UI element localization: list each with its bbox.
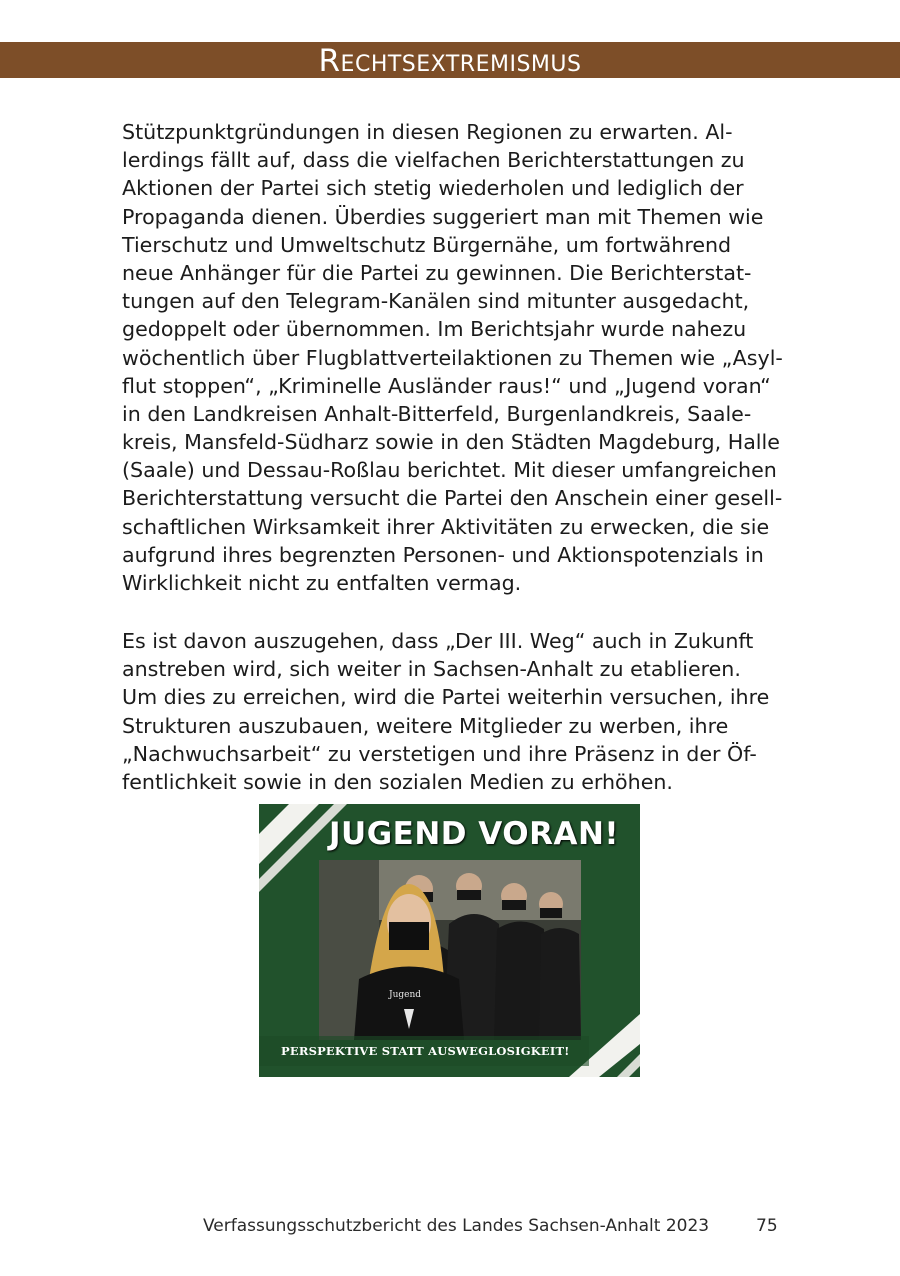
text-line: Strukturen auszubauen, weitere Mitglieder zu werben, ihre [122, 713, 729, 738]
text-line: Propaganda dienen. Überdies suggeriert man mit Themen wie [122, 204, 764, 229]
propaganda-image [259, 804, 640, 1077]
text-line: neue Anhänger für die Partei zu gewinnen. Die Berichterstat- [122, 260, 752, 285]
text-line: tungen auf den Telegram-Kanälen sind mitunter ausgedacht, [122, 289, 750, 314]
text-line: Um dies zu erreichen, wird die Partei weiterhin versuchen, ihre [122, 685, 770, 710]
text-line: flut stoppen“, „Kriminelle Ausländer raus!“ und „Jugend voran“ [122, 373, 771, 398]
paragraph-1 [122, 118, 782, 597]
text-line: Stützpunktgründungen in diesen Regionen zu erwarten. Al- [122, 120, 733, 144]
text-line: fentlichkeit sowie in den sozialen Medien zu erhöhen. [122, 769, 673, 794]
text-line: „Nachwuchsarbeit“ zu verstetigen und ihre Präsenz in der Öf- [122, 741, 757, 766]
text-line: in den Landkreisen Anhalt-Bitterfeld, Burgenlandkreis, Saale- [122, 401, 752, 426]
text-line: wöchentlich über Flugblattverteilaktionen zu Themen wie „Asyl- [122, 345, 783, 370]
paragraph-2 [122, 627, 782, 796]
text-line: (Saale) und Dessau-Roßlau berichtet. Mit dieser umfangreichen [122, 458, 777, 483]
page-number: 75 [756, 1216, 778, 1236]
footer-publication: Verfassungsschutzbericht des Landes Sachsen-Anhalt 2023 [203, 1216, 710, 1236]
text-line: Tierschutz und Umweltschutz Bürgernähe, um fortwährend [122, 232, 732, 257]
text-line: aufgrund ihres begrenzten Personen- und Aktionspotenzials in [122, 542, 764, 567]
shirt-logo-text: Jugend [389, 990, 422, 1000]
text-line: Aktionen der Partei sich stetig wiederholen und lediglich der [122, 176, 744, 201]
image-caption: PERSPEKTIVE STATT AUSWEGLOSIGKEIT! [281, 1044, 570, 1058]
text-line: Es ist davon auszugehen, dass „Der III. Weg“ auch in Zukunft [122, 629, 754, 653]
text-line: Berichterstattung versucht die Partei den Anschein einer gesell- [122, 486, 783, 511]
text-line: kreis, Mansfeld-Südharz sowie in den Städten Magdeburg, Halle [122, 430, 780, 455]
text-line: Wirklichkeit nicht zu entfalten vermag. [122, 571, 522, 595]
text-line: lerdings fällt auf, dass die vielfachen Berichterstattungen zu [122, 148, 745, 173]
text-line: schaftlichen Wirksamkeit ihrer Aktivitäten zu erwecken, die sie [122, 514, 770, 539]
text-line: anstreben wird, sich weiter in Sachsen-Anhalt zu etablieren. [122, 657, 741, 682]
section-title: Rechtsextremismus [318, 43, 582, 79]
image-headline: JUGEND VORAN! [329, 816, 620, 852]
text-line: gedoppelt oder übernommen. Im Berichtsjahr wurde nahezu [122, 317, 747, 342]
